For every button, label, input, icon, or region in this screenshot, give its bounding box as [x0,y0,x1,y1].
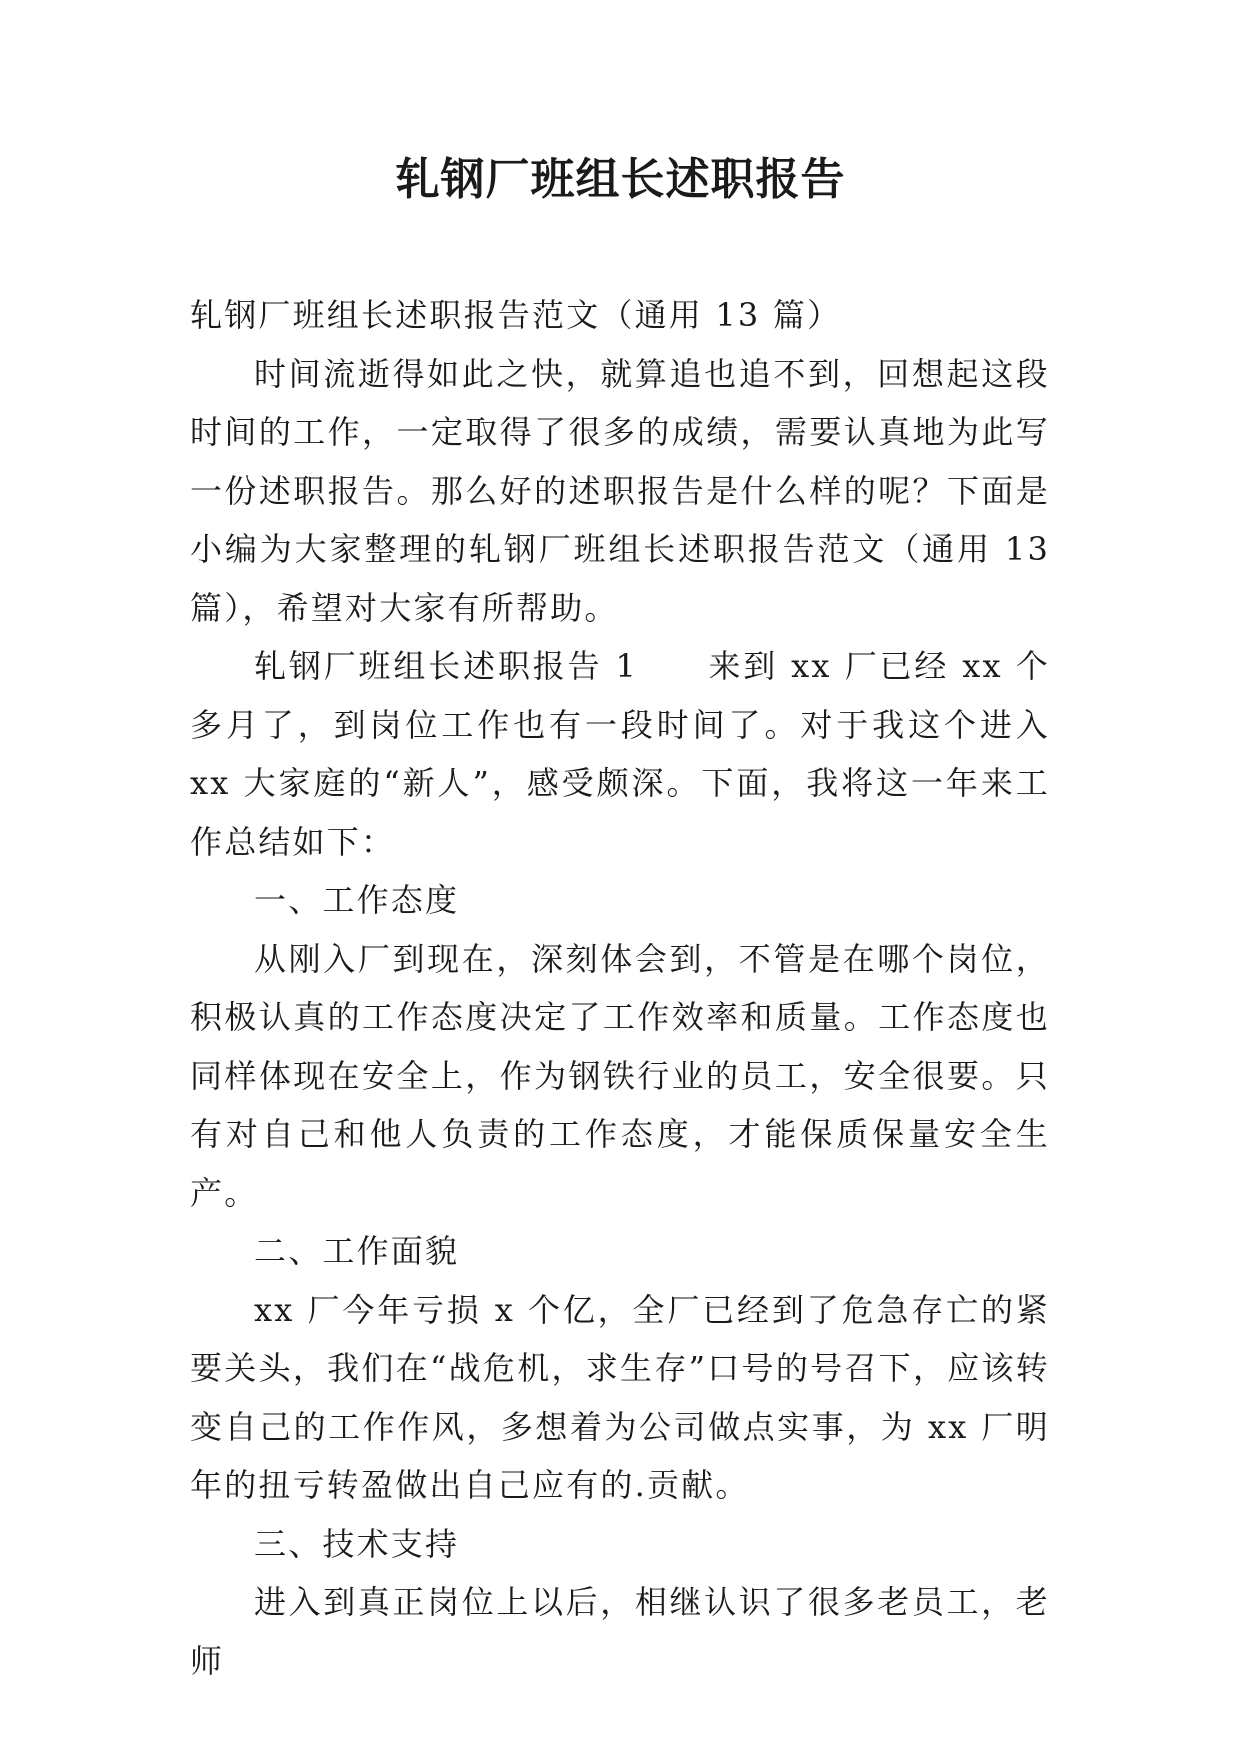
section-heading-work-appearance: 二、工作面貌 [254,1232,460,1270]
document-title: 轧钢厂班组长述职报告 [395,154,846,205]
section-heading-work-attitude: 一、工作态度 [254,881,460,919]
technical-support-paragraph: 进入到真正岗位上以后，相继认识了很多老员工，老师 [190,1583,1050,1680]
report-1-opening-paragraph: 轧钢厂班组长述职报告 1 来到 xx 厂已经 xx 个多月了，到岗位工作也有一段时间了。对于我这个进入 xx 大家庭的“新人”，感受颇深。下面，我将这一年来工作总结如下： [190,647,1050,861]
section-heading-technical-support: 三、技术支持 [254,1524,460,1563]
work-appearance-paragraph: xx 厂今年亏损 x 个亿，全厂已经到了危急存亡的紧要关头，我们在“战危机，求生存”口号的号召下，应该转变自己的工作作风，多想着为公司做点实事，为 xx 厂明年的扭亏转盈做出自己应有的.贡献。 [190,1290,1050,1504]
work-attitude-paragraph: 从刚入厂到现在，深刻体会到，不管是在哪个岗位，积极认真的工作态度决定了工作效率和质量。工作态度也同样体现在安全上，作为钢铁行业的员工，安全很要。只有对自己和他人负责的工作态度，才能保质保量安全生产。 [190,939,1050,1212]
subtitle-line: 轧钢厂班组长述职报告范文（通用 13 篇） [190,296,842,334]
intro-paragraph: 时间流逝得如此之快，就算追也追不到，回想起这段时间的工作，一定取得了很多的成绩，需要认真地为此写一份述职报告。那么好的述职报告是什么样的呢？下面是小编为大家整理的轧钢厂班组长述职报告范文（通用 13 篇），希望对大家有所帮助。 [190,354,1050,627]
document-body [190,286,1050,1690]
